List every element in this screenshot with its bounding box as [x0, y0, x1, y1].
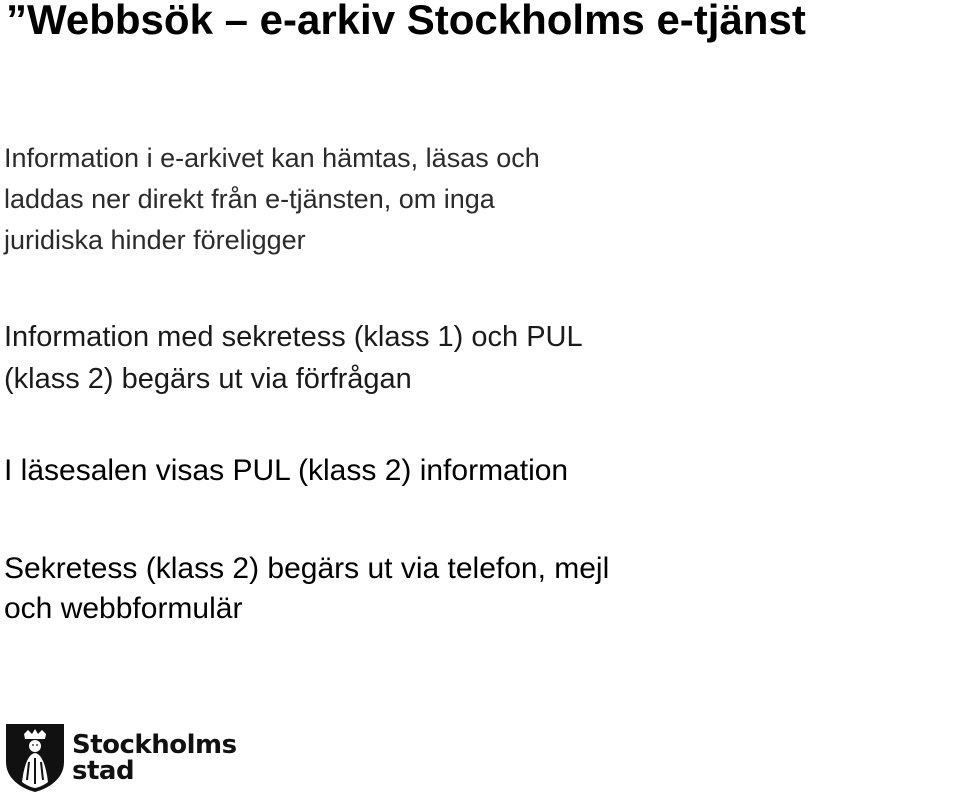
text-line: Sekretess (klass 2) begärs ut via telefon, mejl: [4, 552, 610, 585]
stockholm-crest-icon: [4, 722, 66, 794]
text-line: och webbformulär: [4, 592, 243, 625]
logo-text-line1: Stockholms: [72, 730, 237, 760]
text-line: (klass 2) begärs ut via förfrågan: [4, 363, 412, 395]
stockholms-stad-logo: [4, 722, 237, 794]
text-line: Information i e-arkivet kan hämtas, läsas och: [4, 143, 540, 173]
paragraph-secrecy-request: [4, 316, 583, 400]
text-line: laddas ner direkt från e-tjänsten, om inga: [4, 184, 495, 214]
text-line: Information med sekretess (klass 1) och PUL: [4, 321, 583, 353]
paragraph-access-info: [4, 138, 540, 261]
text-line: juridiska hinder föreligger: [4, 225, 306, 255]
logo-wordmark: [72, 732, 237, 784]
logo-text-line2: stad: [72, 756, 135, 786]
paragraph-reading-room: I läsesalen visas PUL (klass 2) information: [4, 454, 569, 487]
page-title: ”Webbsök – e-arkiv Stockholms e-tjänst: [6, 0, 806, 43]
paragraph-contact-channels: [4, 549, 609, 629]
